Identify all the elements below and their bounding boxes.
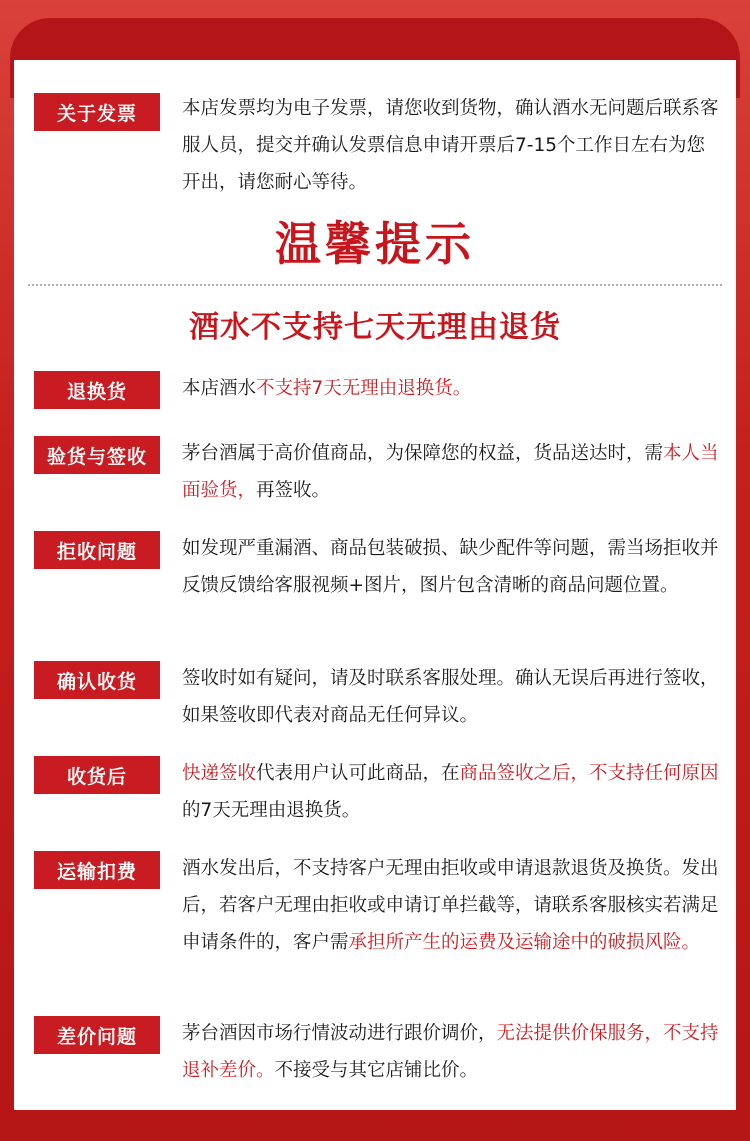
- after-tag: 收货后: [34, 756, 160, 794]
- invoice-text: 本店发票均为电子发票，请您收到货物，确认酒水无问题后联系客服人员，提交并确认发票信息申请开票后7-15个工作日左右为您开出，请您耐心等待。: [182, 98, 719, 193]
- confirm-text: 签收时如有疑问，请及时联系客服处理。确认无误后再进行签收，如果签收即代表对商品无任何异议。: [182, 668, 719, 726]
- reject-text: 如发现严重漏酒、商品包装破损、缺少配件等问题，需当场拒收并反馈反馈给客服视频+图片，图片包含清晰的商品问题位置。: [182, 538, 719, 596]
- confirm-tag: 确认收货: [34, 661, 160, 699]
- price-text: 茅台酒因市场行情波动进行跟价调价，无法提供价保服务，不支持退补差价。不接受与其它店铺比价。: [182, 1023, 719, 1081]
- invoice-tag: 关于发票: [34, 93, 160, 131]
- exchange-tag: 退换货: [34, 371, 160, 409]
- headline: 温馨提示: [275, 217, 475, 271]
- price-tag: 差价问题: [34, 1016, 160, 1054]
- inspect-text: 茅台酒属于高价值商品，为保障您的权益，货品送达时，需本人当面验货，再签收。: [182, 443, 719, 501]
- subheadline: 酒水不支持七天无理由退货: [189, 310, 561, 345]
- exchange-text: 本店酒水不支持7天无理由退换货。: [182, 378, 472, 399]
- shipping-tag: 运输扣费: [34, 851, 160, 889]
- reject-tag: 拒收问题: [34, 531, 160, 569]
- dotted-divider: [28, 284, 722, 286]
- after-text: 快递签收代表用户认可此商品，在商品签收之后，不支持任何原因的7天无理由退换货。: [182, 763, 719, 821]
- inspect-tag: 验货与签收: [34, 436, 160, 474]
- notice-card: [14, 60, 736, 1110]
- shipping-text: 酒水发出后，不支持客户无理由拒收或申请退款退货及换货。发出后，若客户无理由拒收或申请订单拦截等，请联系客服核实若满足申请条件的，客户需承担所产生的运费及运输途中的破损风险。: [182, 858, 719, 953]
